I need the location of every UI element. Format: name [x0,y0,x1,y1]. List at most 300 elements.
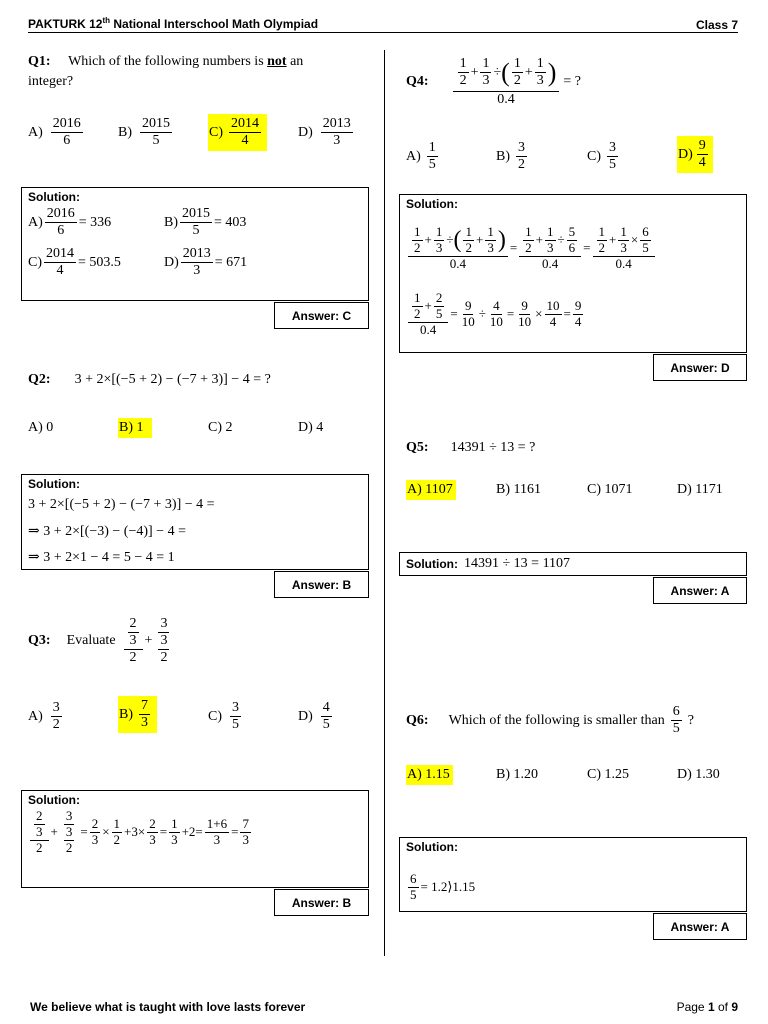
plus-sign: + [524,64,533,80]
header-title-rest: National Interschool Math Olympiad [110,17,319,31]
times-sign: × [630,231,639,247]
fraction-numerator: 3 [65,808,73,823]
q1-option-a-letter: A) [28,124,43,140]
fraction-numerator [408,291,448,323]
equals-sign: = [231,824,239,840]
q1-solution-label: Solution: [28,190,80,204]
fraction-numerator: 9 [574,297,582,313]
fraction-numerator [408,225,508,257]
fraction-numerator: 3 [51,700,62,717]
q3-option-a-fraction [51,700,62,733]
fraction-numerator: 1 [535,56,546,73]
q3-option-d[interactable] [298,700,334,733]
q4-option-b-fraction [516,140,527,173]
fraction-denominator: 3 [91,831,99,847]
equals-sign: = [159,824,168,840]
q4-option-a-fraction [427,140,438,173]
q6-solution-box [399,837,747,912]
fraction-denominator: 4 [56,263,64,279]
fraction-numerator: 2013 [181,246,213,263]
fraction-denominator: 3 [536,73,544,89]
q1-option-c-highlighted[interactable] [208,114,267,151]
q5-solution-text: 14391 ÷ 13 = 1107 [463,556,571,571]
inner-fraction [128,616,139,649]
q1-option-b[interactable] [118,116,174,149]
fraction-denominator: 3 [213,831,221,847]
q4-expression-fraction [453,56,560,108]
q2-expression: 3 + 2×[(−5 + 2) − (−7 + 3)] − 4 = ? [74,372,271,387]
fraction [512,56,523,89]
q4-option-b-letter: B) [496,148,510,164]
fraction-numerator: 1 [480,56,491,73]
q1-answer-badge: Answer: C [274,302,369,329]
fraction-numerator: 1 [435,224,443,239]
q4-option-c-letter: C) [587,148,601,164]
q3-option-c-letter: C) [208,708,222,724]
divide-sign: ÷ [557,231,565,247]
fraction-numerator: 2 [91,815,99,831]
q5-solution-label: Solution: [406,557,458,571]
paren-open: ( [453,227,462,254]
fraction-numerator: 2015 [180,206,212,223]
q6-option-a-highlighted[interactable]: A) 1.15 [406,765,453,785]
times-sign: × [535,306,543,322]
fraction-denominator: 3 [141,715,148,731]
paren-open: ( [501,57,510,87]
q1-option-c-fraction [229,116,261,149]
fraction [573,299,584,330]
fraction [485,225,496,256]
paren-close: ) [547,57,557,87]
fraction [90,817,101,848]
q4-option-a-letter: A) [406,148,421,164]
q4-solution-line-2 [406,291,585,338]
fraction-denominator: 2 [414,239,421,255]
fraction-numerator [593,225,655,257]
complex-fraction [593,225,655,272]
fraction-numerator: 9 [697,138,708,155]
q3-solution-equation [28,809,253,856]
fraction [147,817,158,848]
q4-option-d-letter: D) [678,146,693,162]
fraction-numerator: 1 [465,224,472,239]
q2-solution-line-2: ⇒ 3 + 2×[(−3) − (−4)] − 4 = [28,524,186,539]
q2-question [28,372,271,388]
q4-option-d-highlighted[interactable] [677,136,713,173]
q4-solution-line-1 [406,225,657,272]
fraction-numerator: 2 [128,616,139,633]
q6-option-b[interactable]: B) 1.20 [496,767,538,782]
q3-option-b-highlighted[interactable] [118,696,157,733]
q2-label: Q2: [28,372,51,387]
equals-sign: = [563,306,571,322]
header-rule [28,32,738,33]
fraction-numerator: 2 [435,290,443,305]
fraction-denominator [154,633,173,666]
fraction-denominator: 5 [322,717,330,733]
fraction-numerator: 4 [321,700,332,717]
q6-option-d[interactable]: D) 1.30 [677,767,720,782]
q1-option-d-letter: D) [298,124,313,140]
fraction-numerator [30,809,49,841]
fraction [480,56,491,89]
fraction-numerator: 1 [113,815,121,831]
page-current: 1 [707,1000,715,1014]
complex-fraction [30,809,49,856]
fraction-denominator: 4 [574,313,582,329]
fraction-denominator: 5 [642,239,649,255]
solution-result: = 671 [214,254,248,270]
fraction-numerator: 1+6 [206,815,228,831]
q1-text-line2: integer? [28,74,74,89]
q4-answer-badge: Answer: D [653,354,747,381]
fraction [240,817,251,848]
fraction-denominator: 0.4 [542,255,559,271]
q5-option-d[interactable]: D) 1171 [677,482,723,497]
q4-solution-box [399,194,747,353]
fraction-denominator: 3 [171,831,178,847]
q3-option-b-fraction [139,698,150,731]
paren-close: ) [497,227,506,254]
fraction-denominator: 2 [598,239,605,255]
q3-complex-fraction-2 [154,616,173,666]
page-prefix: Page [676,1000,708,1014]
q1-text-post: an [286,54,304,69]
fraction-denominator: 2 [518,157,525,173]
page-total: 9 [731,1000,738,1014]
fraction-numerator: 1 [598,224,605,239]
fraction-numerator: 7 [242,815,249,831]
header-title: PAKTURK 12 [28,17,103,31]
header-class: Class 7 [695,18,738,32]
q6-question-mark: ? [687,712,694,728]
fraction-numerator: 3 [158,616,169,633]
fraction [434,291,445,322]
plus-sign: + [50,824,58,840]
q3-option-a-letter: A) [28,708,43,724]
solution-letter: C) [28,254,42,270]
q4-label: Q4: [406,74,429,90]
q3-evaluate: Evaluate [66,633,116,649]
fraction-numerator [124,616,143,650]
equals-sign: = [80,824,88,840]
q3-option-c[interactable] [208,700,243,733]
fraction [535,56,546,89]
q6-solution-text: = 1.2⟩1.15 [420,879,476,895]
fraction-denominator: 2 [52,717,60,733]
equals-sign: = [583,240,591,256]
q5-solution-box [399,552,747,576]
q1-solution-d [164,246,247,279]
fraction [523,225,534,256]
q2-solution-line-3: ⇒ 3 + 2×1 − 4 = 5 − 4 = 1 [28,550,175,565]
fraction-denominator: 4 [241,133,249,149]
q6-text: Which of the following is smaller than [448,712,665,728]
multiplier: 3× [131,824,146,840]
fraction-numerator: 2014 [229,116,261,133]
fraction-denominator: 4 [549,313,557,329]
q3-option-a[interactable] [28,700,64,733]
divide-sign: ÷ [478,306,486,322]
q4-option-d-fraction [697,138,708,171]
plus-sign: + [609,231,617,247]
fraction-numerator: 3 [230,700,241,717]
fraction-denominator: 2 [459,73,467,89]
q6-question [406,704,694,737]
q6-solution-row [406,872,475,903]
q2-answer-badge: Answer: B [274,571,369,598]
q4-option-c-fraction [607,140,618,173]
q2-option-b-highlighted[interactable]: B) 1 [118,418,152,438]
solution-result: = 503.5 [78,254,121,270]
q1-option-b-fraction [140,116,172,149]
footer-page-number [677,1000,738,1014]
solution-fraction [180,206,212,239]
fraction [640,225,651,256]
fraction [169,817,180,848]
fraction-denominator: 0.4 [449,255,467,271]
fraction-denominator: 0.4 [497,92,515,108]
q1-option-b-letter: B) [118,124,132,140]
fraction-numerator: 6 [671,704,682,721]
fraction [545,225,556,256]
fraction-numerator: 2014 [44,246,76,263]
equals-sign: = [450,306,458,322]
fraction-denominator: 10 [518,313,532,329]
page-header [28,16,318,31]
footer-motto: We believe what is taught with love lasts forever [30,1000,306,1014]
column-divider [384,50,385,956]
q5-option-a-highlighted[interactable]: A) 1107 [406,480,456,500]
q2-option-c[interactable]: C) 2 [208,420,233,435]
fraction [488,299,505,330]
fraction [458,56,469,89]
q1-emphasis: not [267,54,287,69]
q3-solution-box [21,790,369,888]
q6-label: Q6: [406,712,429,728]
fraction-numerator: 3 [65,823,73,839]
fraction-numerator [519,225,581,257]
times-sign: × [102,824,110,840]
fraction-numerator: 9 [464,297,472,313]
fraction [408,872,419,903]
fraction-denominator: 10 [489,313,503,329]
fraction-numerator: 6 [410,871,417,886]
q5-expression: 14391 ÷ 13 = ? [450,440,536,455]
plus-sign: + [535,231,544,247]
fraction-denominator: 2 [465,239,472,255]
fraction [516,299,533,330]
number: 2 [188,824,196,840]
q6-fraction [671,704,682,737]
q1-solution-a [28,206,111,239]
fraction-denominator: 2 [414,305,421,321]
q6-option-c[interactable]: C) 1.25 [587,767,629,782]
inner-fraction [64,825,75,856]
fraction-numerator: 3 [158,633,169,650]
q3-label: Q3: [28,633,51,649]
fraction-denominator: 2 [525,239,532,255]
fraction-numerator: 2015 [140,116,172,133]
q3-solution-label: Solution: [28,793,80,807]
divide-sign: ÷ [493,64,502,80]
fraction [205,817,229,848]
q3-answer-badge: Answer: B [274,889,369,916]
q5-option-c[interactable]: C) 1071 [587,482,633,497]
plus-sign: + [124,824,132,840]
fraction-denominator: 5 [410,886,417,902]
fraction [412,291,423,322]
fraction-denominator: 4 [698,155,706,171]
fraction-denominator: 5 [435,305,443,321]
q1-label: Q1: [28,54,51,69]
equals-sign: = [509,240,518,256]
plus-sign: + [424,297,432,313]
q2-solution-line-1: 3 + 2×[(−5 + 2) − (−7 + 3)] − 4 = [28,497,215,512]
fraction-denominator: 3 [242,831,249,847]
plus-sign: + [424,231,432,247]
plus-sign: + [470,64,479,80]
fraction-numerator: 1 [171,815,178,831]
q4-option-b[interactable] [496,140,529,173]
q4-option-a[interactable] [406,140,440,173]
fraction-denominator: 6 [63,133,71,149]
fraction-numerator: 1 [547,224,554,239]
complex-fraction [60,809,79,856]
fraction-numerator: 3 [516,140,527,157]
q1-text: Which of the following numbers is [68,54,268,69]
fraction-numerator: 1 [414,290,421,305]
fraction [545,299,562,330]
equals-sign: = [506,306,515,322]
q1-question [28,52,368,92]
fraction-numerator: 5 [568,224,576,239]
fraction-numerator: 1 [525,224,532,239]
fraction [460,299,477,330]
q4-option-c[interactable] [587,140,620,173]
fraction [112,817,123,848]
q1-solution-c [28,246,121,279]
fraction-denominator: 3 [435,239,443,255]
fraction-denominator: 2 [513,73,521,89]
fraction [618,225,629,256]
solution-result: = 336 [78,214,112,230]
fraction-denominator: 0.4 [420,321,437,337]
fraction-numerator: 3 [607,140,618,157]
fraction-denominator: 3 [36,823,43,839]
q2-solution-box [21,474,369,570]
fraction-numerator: 2013 [321,116,353,133]
fraction-numerator: 1 [487,224,494,239]
q2-option-a[interactable]: A) 0 [28,420,54,435]
divide-sign: ÷ [446,231,454,247]
q3-option-b-letter: B) [119,706,133,722]
q4-question [406,56,581,108]
fraction-numerator: 10 [546,297,560,313]
solution-letter: D) [164,254,179,270]
fraction-denominator: 3 [487,239,494,255]
inner-fraction [158,633,169,666]
fraction-numerator: 4 [493,297,500,313]
fraction-denominator [60,825,79,856]
q5-answer-badge: Answer: A [653,577,747,604]
fraction-denominator: 5 [232,717,239,733]
q2-option-d[interactable]: D) 4 [298,420,324,435]
q5-solution-row [406,556,570,572]
q3-complex-fraction [124,616,143,666]
fraction-numerator: 2 [36,808,43,823]
fraction-numerator [453,56,560,92]
fraction [463,225,474,256]
complex-fraction [408,291,448,338]
solution-fraction [45,206,77,239]
fraction-denominator: 2 [36,839,43,855]
q4-solution-label: Solution: [406,197,458,211]
q3-option-d-fraction [321,700,332,733]
q3-question [28,616,175,666]
solution-fraction [181,246,213,279]
fraction-denominator: 5 [152,133,160,149]
q6-answer-badge: Answer: A [653,913,747,940]
fraction-numerator: 6 [642,224,649,239]
fraction-denominator: 6 [57,223,65,239]
fraction-denominator: 5 [192,223,200,239]
q1-option-d-fraction [321,116,353,149]
fraction [597,225,608,256]
fraction-numerator: 1 [414,224,421,239]
fraction-denominator: 0.4 [615,255,632,271]
q6-solution-label: Solution: [406,840,458,854]
fraction-denominator: 5 [609,157,616,173]
q1-solution-box [21,187,369,301]
q4-tail: = ? [563,74,582,90]
fraction-denominator: 3 [129,633,137,649]
q1-solution-b [164,206,246,239]
page-mid: of [714,1000,732,1014]
fraction-denominator: 5 [672,721,680,737]
q5-option-b[interactable]: B) 1161 [496,482,541,497]
complex-fraction [519,225,581,272]
fraction [412,225,423,256]
plus-sign: + [475,231,484,247]
fraction-denominator: 2 [160,650,168,666]
fraction-denominator: 3 [333,133,341,149]
fraction-numerator: 1 [512,56,523,73]
fraction-denominator: 2 [113,831,121,847]
fraction-denominator: 5 [428,157,436,173]
q3-option-d-letter: D) [298,708,313,724]
q1-option-a[interactable] [28,116,85,149]
complex-fraction [408,225,508,272]
q5-label: Q5: [406,440,429,455]
fraction-denominator: 3 [547,239,554,255]
solution-result: = 403 [214,214,247,230]
solution-letter: B) [164,214,178,230]
q2-solution-label: Solution: [28,477,80,491]
plus-sign: + [144,633,153,649]
header-title-sup: th [102,16,111,25]
fraction-denominator: 2 [129,650,137,666]
solution-letter: A) [28,214,43,230]
fraction-numerator: 1 [427,140,438,157]
plus-sign: + [181,824,189,840]
fraction-denominator: 2 [65,839,73,855]
q1-option-d[interactable] [298,116,355,149]
fraction-numerator: 2016 [45,206,77,223]
q1-option-c-letter: C) [209,124,223,140]
q1-option-a-fraction [51,116,83,149]
fraction-denominator: 3 [149,831,156,847]
